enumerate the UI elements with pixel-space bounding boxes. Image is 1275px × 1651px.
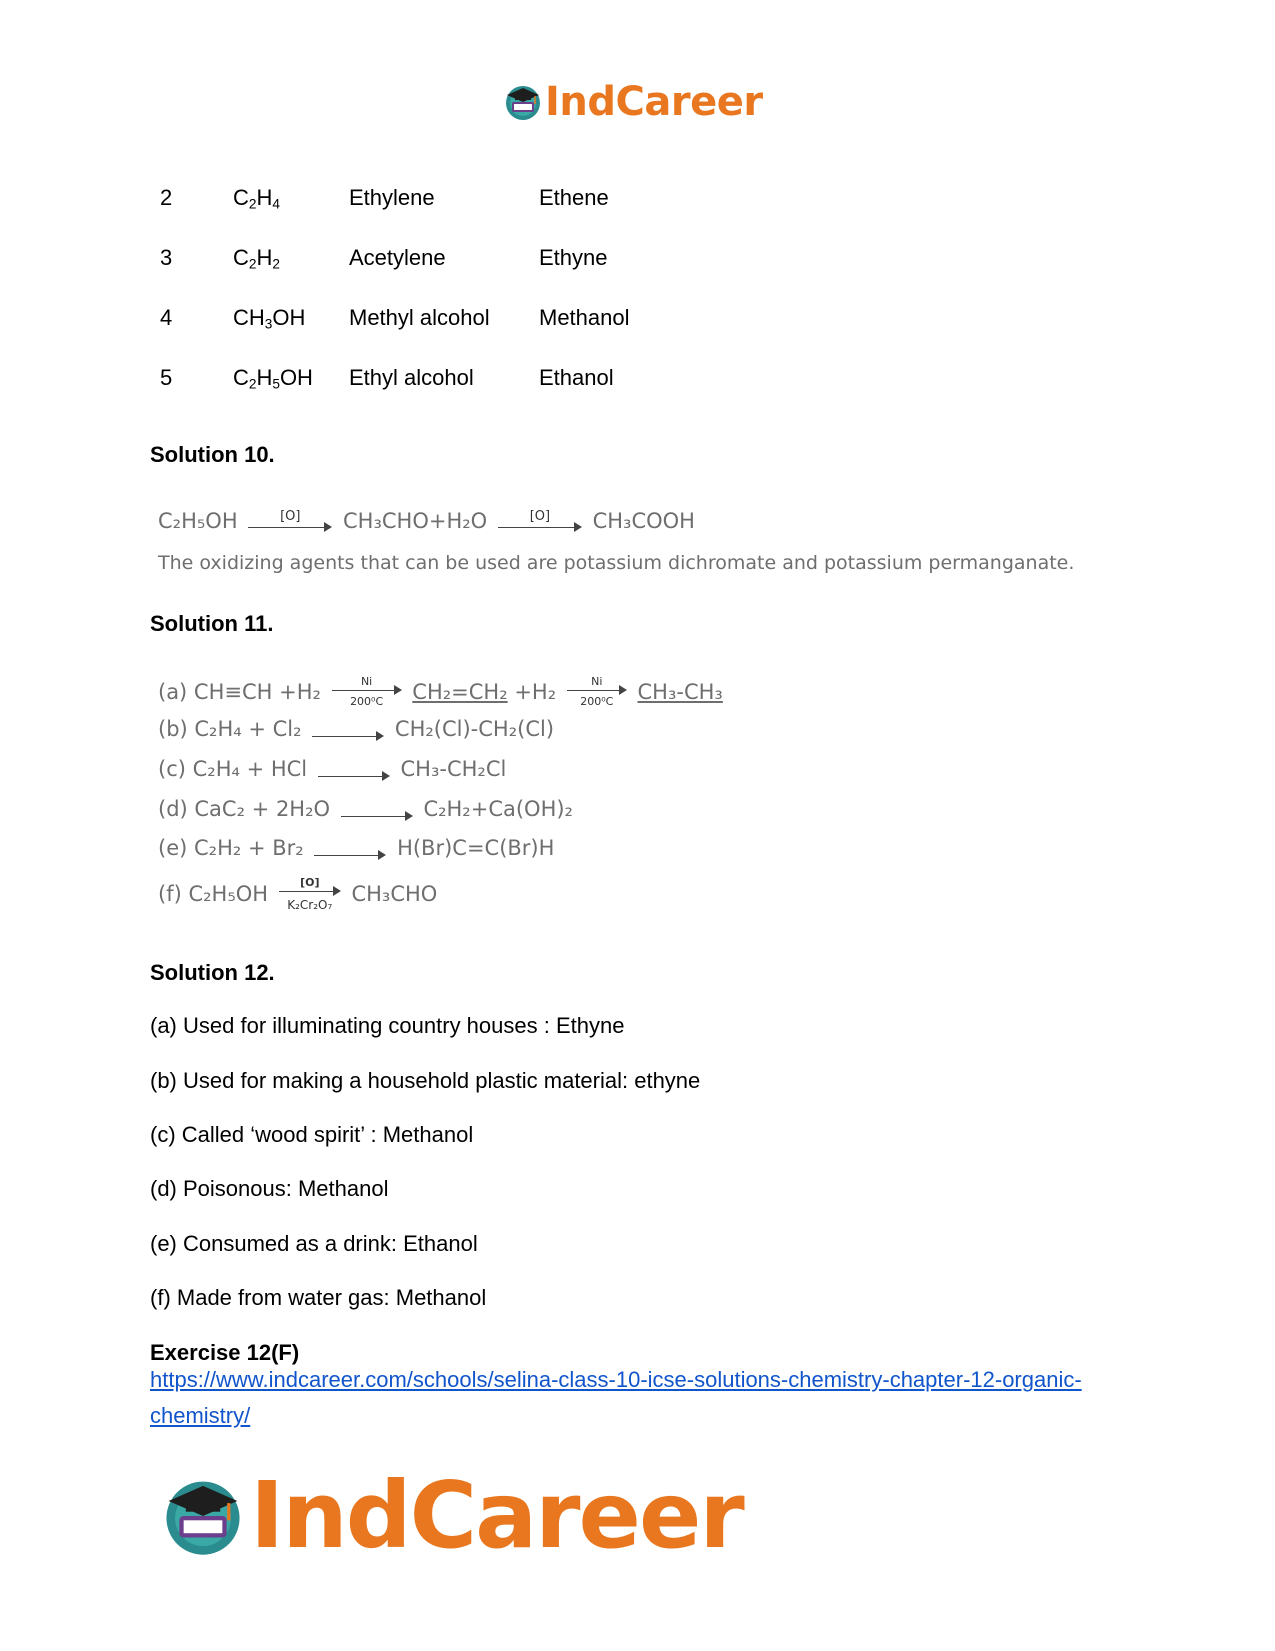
iupac-name: Ethene bbox=[539, 185, 609, 210]
equation-e: (e) C₂H₂ + Br₂ H(Br)C=C(Br)H bbox=[158, 836, 555, 860]
formula: $C_2H_2$ bbox=[233, 245, 280, 272]
row-number: 4 bbox=[160, 305, 173, 330]
oxidation-equation bbox=[158, 508, 695, 533]
row-number: 5 bbox=[160, 365, 173, 390]
answer-item: (d) Poisonous: Methanol bbox=[150, 1176, 389, 1201]
solution-12-heading: Solution 12. bbox=[150, 960, 275, 985]
reaction-arrow bbox=[314, 835, 386, 861]
oxidizing-agents-note: The oxidizing agents that can be used are potassium dichromate and potassium permanganate. bbox=[158, 552, 1075, 574]
common-name: Ethyl alcohol bbox=[349, 365, 474, 390]
exercise-link[interactable]: https://www.indcareer.com/schools/selina-class-10-icse-solutions-chemistry-chapter-12-organic-chemistry/ bbox=[150, 1367, 1082, 1428]
product: CH₃COOH bbox=[592, 509, 695, 533]
iupac-name: Methanol bbox=[539, 305, 630, 330]
row-number: 3 bbox=[160, 245, 173, 270]
common-name: Acetylene bbox=[349, 245, 446, 270]
solution-10-heading: Solution 10. bbox=[150, 442, 275, 467]
solution-11-heading: Solution 11. bbox=[150, 611, 274, 636]
intermediate: CH₃CHO+H₂O bbox=[343, 509, 488, 533]
equation-b: (b) C₂H₄ + Cl₂ CH₂(Cl)-CH₂(Cl) bbox=[158, 717, 555, 741]
reaction-arrow: $\frac{[O]}{\text{K₂Cr₂O₇}}$ bbox=[279, 874, 341, 914]
reaction-arrow bbox=[341, 796, 413, 822]
equation-d: (d) CaC₂ + 2H₂O C₂H₂+Ca(OH)₂ bbox=[158, 797, 573, 821]
brand-name: IndCareer bbox=[250, 1462, 743, 1569]
reaction-arrow: $\frac{Ni}{\text{200⁰C}}$ bbox=[567, 675, 627, 709]
reactant: C₂H₅OH bbox=[158, 509, 238, 533]
common-name: Methyl alcohol bbox=[349, 305, 490, 330]
answer-item: (b) Used for making a household plastic material: ethyne bbox=[150, 1068, 701, 1093]
common-name: Ethylene bbox=[349, 185, 435, 210]
indcareer-logo-bottom bbox=[160, 1462, 743, 1569]
equation-c: (c) C₂H₄ + HCl CH₃-CH₂Cl bbox=[158, 757, 507, 781]
reaction-arrow: $\frac{Ni}{\text{200⁰C}}$ bbox=[332, 675, 402, 709]
reaction-arrow bbox=[318, 756, 390, 782]
formula: $CH_3OH$ bbox=[233, 305, 306, 332]
answer-item: (e) Consumed as a drink: Ethanol bbox=[150, 1231, 478, 1256]
exercise-heading: Exercise 12(F) bbox=[150, 1340, 300, 1365]
answer-item: (a) Used for illuminating country houses : Ethyne bbox=[150, 1013, 625, 1038]
answer-item: (c) Called ‘wood spirit’ : Methanol bbox=[150, 1122, 474, 1147]
formula: $C_2H_5OH$ bbox=[233, 365, 313, 392]
graduation-cap-book-globe-icon bbox=[503, 82, 543, 122]
reaction-arrow: [O] bbox=[498, 509, 582, 533]
row-number: 2 bbox=[160, 185, 173, 210]
equation-f: (f) C₂H₅OH $\frac{[O]}{\text{K₂Cr₂O₇}}$ CH₃CHO bbox=[158, 876, 438, 912]
iupac-name: Ethyne bbox=[539, 245, 608, 270]
iupac-name: Ethanol bbox=[539, 365, 614, 390]
reaction-arrow: [O] bbox=[248, 509, 332, 533]
equation-a: (a) CH≡CH +H₂ $\frac{Ni}{\text{200⁰C}}$ CH₂=CH₂ +H₂ $\frac{Ni}{\text{200⁰C}}$ CH₃-CH₃ bbox=[158, 675, 723, 708]
graduation-cap-book-globe-icon bbox=[160, 1473, 246, 1559]
indcareer-logo-top bbox=[503, 78, 763, 126]
brand-name: IndCareer bbox=[545, 79, 763, 125]
reaction-arrow bbox=[312, 716, 384, 742]
formula: $C_2H_4$ bbox=[233, 185, 280, 212]
answer-item: (f) Made from water gas: Methanol bbox=[150, 1285, 487, 1310]
